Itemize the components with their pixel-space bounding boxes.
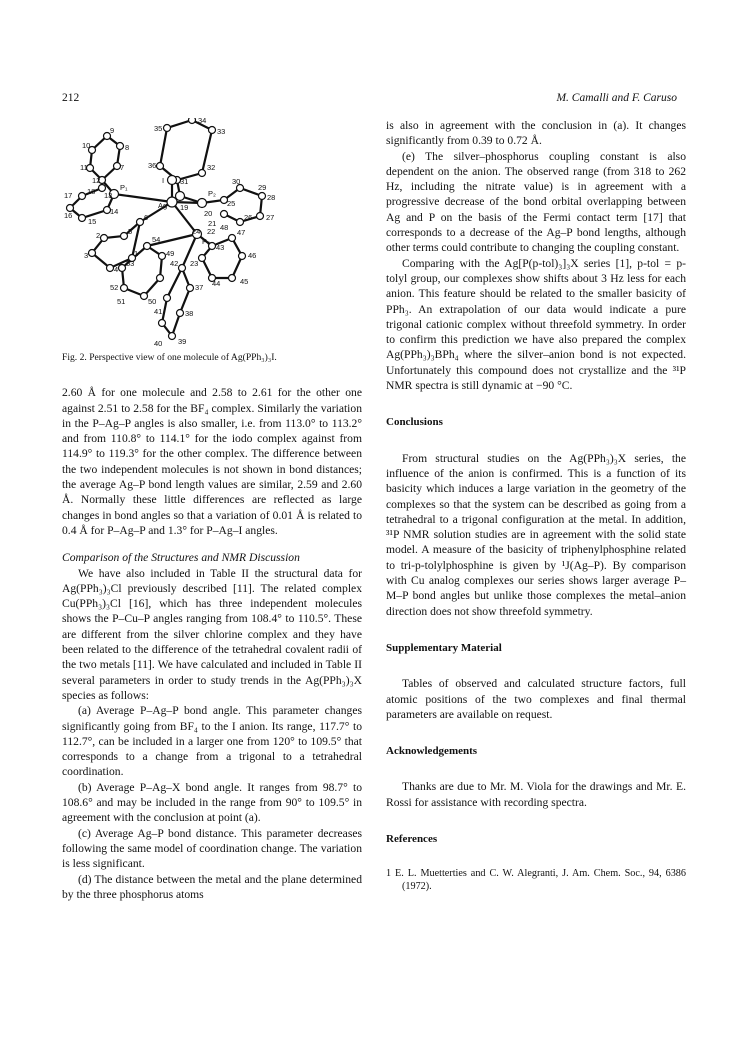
paragraph: From structural studies on the Ag(PPh₃)₃X series, the influence of the anion is confirmed. This is a function of its basicity which induces a large variation in the geometry of the complexes so that the system can be described as going from a tetrahedral to a trigonal configuration at the metal. In addition, ³¹P NMR solution studies are in agreement with the solid state model. A measure of the basicity of triphenylphosphine related to tri-p-tolylphosphine is given by ¹J(Ag–P). By comparison with Cu analog complexes our series shows larger average P–M–P bond angles but unlike those complexes the metal–anion direction does not show threefold symmetry. bbox=[386, 451, 686, 618]
svg-text:31: 31 bbox=[180, 177, 189, 186]
svg-text:29: 29 bbox=[258, 183, 267, 192]
svg-text:36: 36 bbox=[148, 161, 157, 170]
svg-text:23: 23 bbox=[190, 259, 199, 268]
right-column bbox=[386, 118, 686, 893]
svg-text:41: 41 bbox=[154, 307, 163, 316]
paragraph: 2.60 Å for one molecule and 2.58 to 2.61 for the other one against 2.51 to 2.58 for the BF₄ complex. Similarly the variation in the P–Ag–P angles is also smaller, i.e. from 113.0° to 113.2° and from 110.8° to 114.1° for the iodo complex against from 114.9° to 119.3° for the other complex. The difference between the two independent molecules is not shown in bond distances; the average Ag–P bond length values are similar, 2.59 and 2.60 Å. Normally these little differences are reflected as large changes in bond angles so that a variation of 0.01 Å is related to 0.4 Å for P–Ag–P and 1.3° for P–Ag–I angles. bbox=[62, 386, 362, 537]
svg-text:49: 49 bbox=[166, 249, 175, 258]
svg-text:3: 3 bbox=[84, 251, 89, 260]
svg-text:27: 27 bbox=[266, 213, 275, 222]
svg-text:34: 34 bbox=[198, 118, 207, 125]
svg-text:P₃: P₃ bbox=[202, 237, 211, 246]
svg-text:22: 22 bbox=[207, 227, 216, 236]
svg-text:11: 11 bbox=[80, 163, 88, 172]
svg-text:30: 30 bbox=[232, 177, 241, 186]
svg-text:2: 2 bbox=[96, 231, 101, 240]
molecule-drawing bbox=[62, 118, 362, 350]
svg-text:46: 46 bbox=[248, 251, 257, 260]
svg-text:52: 52 bbox=[110, 283, 119, 292]
paragraph: is also in agreement with the conclusion in (a). It changes significantly from 0.39 to 0.72 Å. bbox=[386, 119, 686, 148]
svg-text:17: 17 bbox=[64, 191, 73, 200]
svg-text:25: 25 bbox=[227, 199, 236, 208]
svg-text:40: 40 bbox=[154, 339, 163, 348]
svg-text:10: 10 bbox=[82, 141, 91, 150]
paragraph: Thanks are due to Mr. M. Viola for the drawings and Mr. E. Rossi for assistance with recording spectra. bbox=[386, 780, 686, 809]
svg-text:21: 21 bbox=[208, 219, 217, 228]
paragraph: Comparing with the Ag[P(p-tol)₃]₃X series [1], p-tol = p-tolyl group, our complexes show shifts about 3 Hz less for each anion. This feature should be related to the smaller basicity of PPh₃. An extrapolation of our data would indicate a pure trigonal cationic complex without threefold symmetry. In order to confirm this prediction we have also prepared the complex Ag(PPh₃)₃BPh₄ where the silver–anion bond is not expected. Unfortunately this compound does not crystallize and the ³¹P NMR spectra is still dynamic at −90 °C. bbox=[386, 256, 686, 393]
paragraph: (c) Average Ag–P bond distance. This parameter decreases following the same model of coordination change. The variation is less significant. bbox=[62, 826, 362, 871]
svg-text:35: 35 bbox=[154, 124, 163, 133]
svg-text:Ag: Ag bbox=[158, 201, 168, 210]
paragraph: Tables of observed and calculated structure factors, full atomic positions of the two complexes and final thermal parameters are available on request. bbox=[386, 677, 686, 721]
svg-text:4: 4 bbox=[114, 265, 119, 274]
svg-text:44: 44 bbox=[212, 279, 221, 288]
svg-text:13: 13 bbox=[104, 191, 113, 200]
svg-text:P₁: P₁ bbox=[120, 183, 128, 192]
svg-text:39: 39 bbox=[178, 337, 187, 346]
running-header: M. Camalli and F. Caruso bbox=[556, 92, 677, 104]
svg-text:15: 15 bbox=[88, 217, 97, 226]
svg-text:P₂: P₂ bbox=[208, 189, 216, 198]
page-number: 212 bbox=[62, 92, 80, 104]
svg-text:14: 14 bbox=[110, 207, 119, 216]
svg-text:1: 1 bbox=[134, 249, 139, 258]
svg-text:45: 45 bbox=[240, 277, 249, 286]
paragraph: (d) The distance between the metal and the plane determined by the three phosphorus atoms bbox=[62, 872, 362, 901]
svg-text:38: 38 bbox=[185, 309, 194, 318]
svg-text:51: 51 bbox=[117, 297, 126, 306]
paragraph: (e) The silver–phosphorus coupling constant is also dependent on the anion. The observed range (from 318 to 262 Hz, including the nitrate value) is in agreement with a progressive decrease of the bond orbital overlapping between Ag and P on the basis of the Fermi contact term [17] that corresponds to a decrease of the Ag–P bond lengths, although other terms could contribute to changing the coupling constant. bbox=[386, 149, 686, 255]
svg-text:54: 54 bbox=[152, 235, 161, 244]
svg-text:7: 7 bbox=[120, 163, 125, 172]
svg-text:18: 18 bbox=[87, 187, 96, 196]
svg-text:26: 26 bbox=[244, 213, 253, 222]
paragraph: (b) Average P–Ag–X bond angle. It ranges from 98.7° to 108.6° and may be included in the range from 90° to 109.5° in agreement with the conclusion at point (a). bbox=[62, 780, 362, 825]
svg-text:48: 48 bbox=[220, 223, 229, 232]
svg-text:19: 19 bbox=[180, 203, 189, 212]
svg-text:20: 20 bbox=[204, 209, 213, 218]
bond-lines bbox=[70, 120, 262, 336]
svg-text:53: 53 bbox=[126, 259, 135, 268]
svg-text:43: 43 bbox=[216, 243, 225, 252]
svg-text:I: I bbox=[162, 176, 165, 185]
svg-text:12: 12 bbox=[92, 176, 101, 185]
svg-text:9: 9 bbox=[110, 126, 115, 135]
svg-text:28: 28 bbox=[267, 193, 276, 202]
paragraph: We have also included in Table II the structural data for Ag(PPh₃)₃Cl previously described [11]. The related complex Cu(PPh₃)₃Cl [16], which has three independent molecules shows the P–Cu–P angles ranging from 108.4° to 110.5°. These are different from the silver chlorine complex and they have been related to the difference of the tetrahedral covalent radii of the two metals [11]. We have calculated and included in Table II several parameters in order to study trends in the Ag(PPh₃)₃X species as follows: bbox=[62, 566, 362, 702]
svg-text:32: 32 bbox=[207, 163, 216, 172]
svg-text:5: 5 bbox=[128, 227, 133, 236]
svg-text:42: 42 bbox=[170, 259, 179, 268]
svg-text:16: 16 bbox=[64, 211, 73, 220]
section-heading: Supplementary Material bbox=[386, 641, 502, 654]
atom-labels bbox=[64, 118, 275, 348]
svg-text:6: 6 bbox=[144, 213, 149, 222]
reference-item: 1 E. L. Muetterties and C. W. Alegranti, J. Am. Chem. Soc., 94, 6386 (1972). bbox=[386, 868, 686, 893]
svg-text:37: 37 bbox=[195, 283, 204, 292]
section-heading: Conclusions bbox=[386, 416, 443, 429]
paragraph: (a) Average P–Ag–P bond angle. This parameter changes significantly going from BF₄ to the I anion. Its range, 117.7° to 112.7°, can be included in a larger one from 120° to 109.5° that corresponds to a change from a trigonal to a tetrahedral coordination. bbox=[62, 704, 362, 779]
left-column bbox=[62, 118, 362, 902]
section-heading: Acknowledgements bbox=[386, 745, 478, 758]
section-heading: References bbox=[386, 832, 438, 845]
svg-text:50: 50 bbox=[148, 297, 157, 306]
svg-text:8: 8 bbox=[125, 143, 130, 152]
figure-caption: Fig. 2. Perspective view of one molecule of Ag(PPh₃)₃I. bbox=[62, 352, 277, 363]
svg-text:24: 24 bbox=[192, 227, 201, 236]
svg-text:33: 33 bbox=[217, 127, 226, 136]
section-heading: Comparison of the Structures and NMR Discussion bbox=[62, 551, 300, 565]
molecule-figure bbox=[62, 118, 362, 350]
svg-text:47: 47 bbox=[237, 228, 246, 237]
